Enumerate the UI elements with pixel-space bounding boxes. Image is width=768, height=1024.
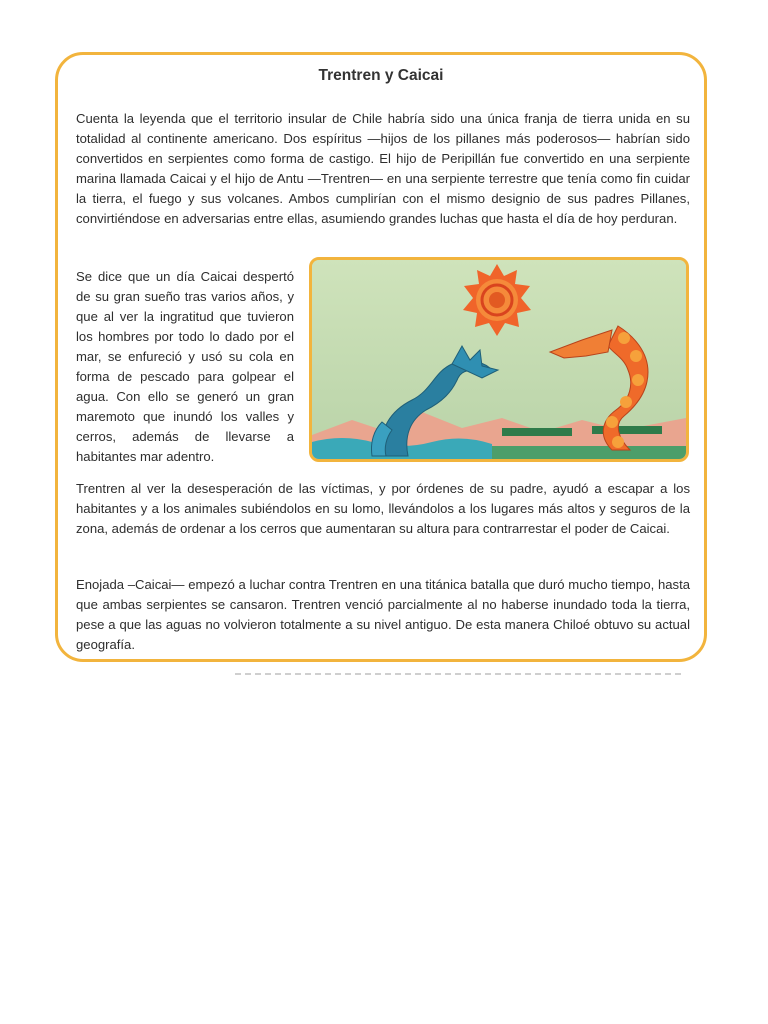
footer-source-line — [235, 673, 685, 675]
illustration-svg — [312, 260, 686, 459]
paragraph-caicai: Se dice que un día Caicai despertó de su gran sueño tras varios años, y que al ver la ingratitud que tuvieron los hombres por todo lo dado por el mar, se enfureció y usó su cola en forma de pescado para golpear el agua. Con ello se generó un gran maremoto que inundó los valles y cerros, además de llevarse a habitantes mar adentro. — [76, 269, 294, 464]
paragraph-intro: Cuenta la leyenda que el territorio insular de Chile habría sido una única franja de tierra unida en su totalidad al continente americano. Dos espíritus —hijos de los pillanes más poderosos— habrían sido convertidos en serpientes como forma de castigo. El hijo de Peripillán fue convertido en una serpiente marina llamada Caicai y el hijo de Antu —Trentren— en una serpiente terrestre que tenía como fin cuidar la tierra, el fuego y sus volcanes. Ambos cumplirían con el mismo designio de sus padres Pillanes, convirtiéndose en adversarias entre ellas, asumiendo grandes luchas que hasta el día de hoy perduran. — [76, 111, 690, 226]
legend-card — [55, 52, 707, 662]
paragraph-trentren: Trentren al ver la desesperación de las víctimas, y por órdenes de su padre, ayudó a escapar a los habitantes y a los animales subiéndolos en su lomo, llevándolos a los lugares más altos y seguros de la zona, además de ordenar a los cerros que aumentaran su altura para contrarrestar el poder de Caicai. — [76, 481, 690, 536]
paragraph-battle: Enojada –Caicai— empezó a luchar contra Trentren en una titánica batalla que duró mucho tiempo, hasta que ambas serpientes se cansaron. Trentren venció parcialmente al no haberse inundado toda la tierra, pese a que las aguas no volvieron totalmente a su nivel antiguo. De esta manera Chiloé obtuvo su actual geografía. — [76, 577, 690, 652]
serpents-illustration — [309, 257, 689, 462]
document-title: Trentren y Caicai — [318, 67, 444, 84]
land — [492, 446, 686, 459]
